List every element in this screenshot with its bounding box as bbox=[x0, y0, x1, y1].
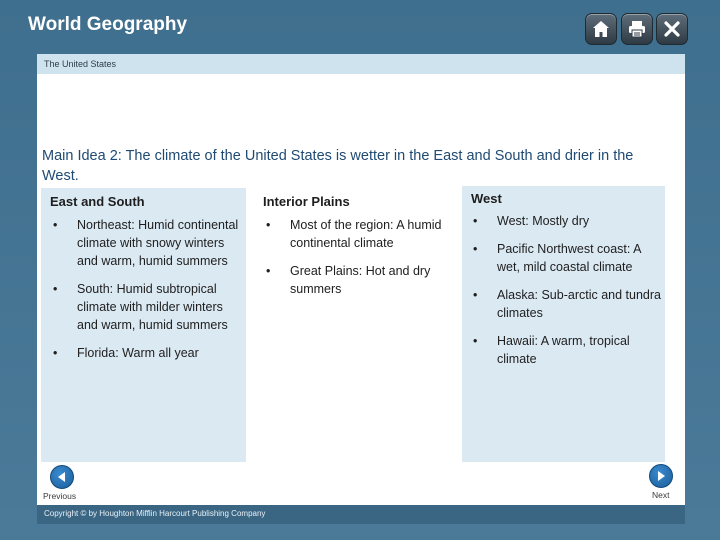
list-item bbox=[53, 280, 242, 334]
list-item bbox=[266, 216, 450, 252]
bullet-dot: • bbox=[266, 218, 271, 232]
column-title: East and South bbox=[50, 194, 145, 209]
bullet-dot: • bbox=[53, 282, 58, 296]
triangle-right-icon bbox=[655, 470, 667, 482]
list-item bbox=[53, 216, 242, 270]
list-item bbox=[266, 262, 450, 298]
list-item-text: West: Mostly dry bbox=[497, 214, 590, 228]
list-item-text: Alaska: Sub-arctic and tundra climates bbox=[497, 288, 661, 320]
home-button[interactable] bbox=[585, 13, 617, 45]
column-interior-plains bbox=[255, 188, 455, 462]
app-title: World Geography bbox=[28, 14, 188, 35]
main-idea-heading: Main Idea 2: The climate of the United States is wetter in the East and South and drier in the West. bbox=[42, 148, 634, 184]
list-item bbox=[473, 286, 663, 322]
column-title: West bbox=[471, 191, 502, 206]
bullet-list bbox=[266, 216, 450, 298]
previous-button[interactable] bbox=[50, 465, 74, 489]
bullet-dot: • bbox=[53, 218, 58, 232]
bullet-dot: • bbox=[473, 334, 478, 348]
bullet-dot: • bbox=[473, 288, 478, 302]
list-item-text: Florida: Warm all year bbox=[77, 346, 199, 360]
close-button[interactable] bbox=[656, 13, 688, 45]
column-title: Interior Plains bbox=[263, 194, 350, 209]
next-label[interactable]: Next bbox=[652, 490, 670, 500]
list-item-text: Hawaii: A warm, tropical climate bbox=[497, 334, 630, 366]
print-icon bbox=[627, 19, 647, 39]
triangle-left-icon bbox=[56, 471, 68, 483]
list-item-text: Northeast: Humid continental climate with snowy winters and warm, humid summers bbox=[77, 218, 239, 268]
bullet-dot: • bbox=[473, 242, 478, 256]
list-item-text: Pacific Northwest coast: A wet, mild coastal climate bbox=[497, 242, 641, 274]
column-east-south bbox=[41, 188, 246, 462]
bullet-list bbox=[473, 212, 663, 368]
breadcrumb-label: The United States bbox=[44, 59, 117, 69]
next-button[interactable] bbox=[649, 464, 673, 488]
breadcrumb bbox=[37, 54, 685, 74]
print-button[interactable] bbox=[621, 13, 653, 45]
list-item bbox=[473, 240, 663, 276]
bullet-dot: • bbox=[53, 346, 58, 360]
column-west bbox=[462, 186, 665, 462]
list-item bbox=[473, 212, 663, 230]
list-item-text: Great Plains: Hot and dry summers bbox=[290, 264, 431, 296]
previous-label[interactable]: Previous bbox=[43, 491, 77, 501]
home-icon bbox=[591, 19, 611, 39]
bullet-list bbox=[53, 216, 242, 362]
bullet-dot: • bbox=[266, 264, 271, 278]
content-area bbox=[37, 74, 685, 509]
list-item-text: Most of the region: A humid continental climate bbox=[290, 218, 442, 250]
close-icon bbox=[662, 19, 682, 39]
footer bbox=[37, 505, 685, 524]
copyright-text: Copyright © by Houghton Mifflin Harcourt Publishing Company bbox=[44, 509, 266, 518]
list-item bbox=[473, 332, 663, 368]
list-item-text: South: Humid subtropical climate with milder winters and warm, humid summers bbox=[77, 282, 228, 332]
bullet-dot: • bbox=[473, 214, 478, 228]
list-item bbox=[53, 344, 242, 362]
